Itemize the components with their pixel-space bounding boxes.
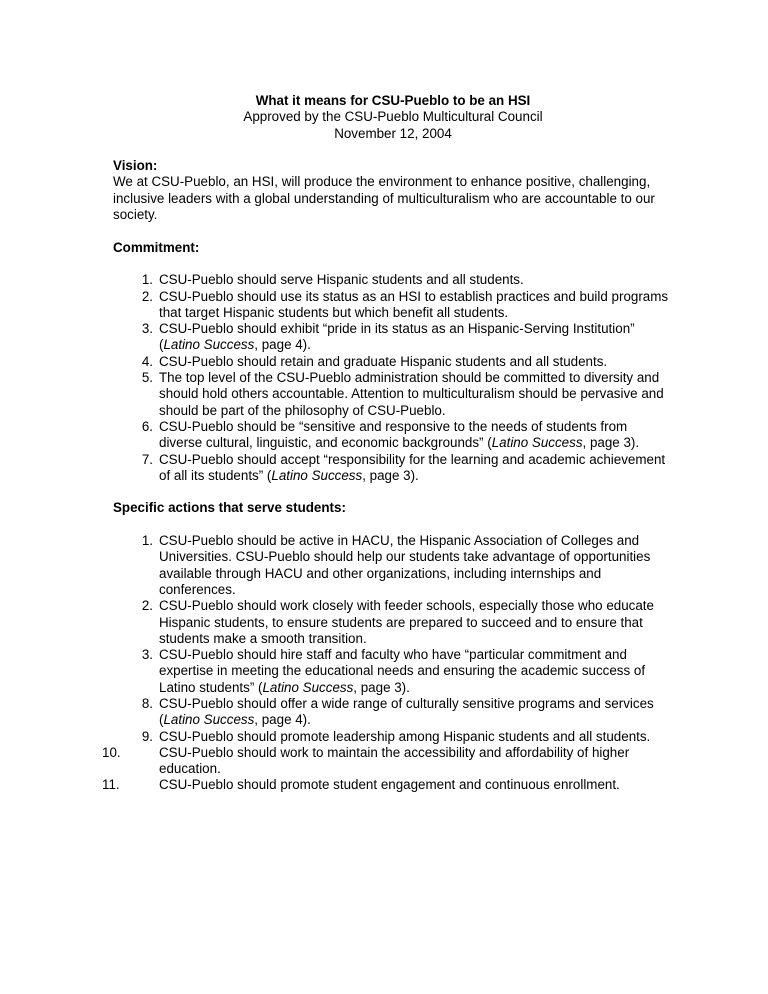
item-number: 5. (141, 370, 153, 386)
item-text: The top level of the CSU-Pueblo administration should be committed to diversity and should hold others accountable. Attention to multiculturalism should be pervasive and should be part of the philosophy of CSU-Pueblo. (159, 370, 664, 418)
document-title: What it means for CSU-Pueblo to be an HSI (255, 93, 531, 108)
list-item (113, 696, 673, 729)
item-number: 4. (141, 353, 153, 369)
item-text-end: , page 3). (362, 467, 419, 483)
commitment-heading: Commitment: (113, 239, 200, 255)
item-number: 8. (141, 695, 153, 711)
item-text: CSU-Pueblo should work to maintain the accessibility and affordability of higher education. (159, 744, 630, 777)
citation: Latino Success (262, 679, 354, 695)
item-text: CSU-Pueblo should promote student engagement and continuous enrollment. (159, 777, 620, 793)
item-text: CSU-Pueblo should promote leadership among Hispanic students and all students. (159, 728, 651, 744)
list-item (113, 452, 673, 485)
list-item (113, 729, 673, 745)
list-item (113, 647, 673, 696)
list-item (113, 598, 673, 647)
item-number: 3. (141, 647, 153, 663)
item-text: CSU-Pueblo should accept “responsibility for the learning and academic achievement of all its students” ( (159, 451, 666, 483)
item-text-end: , page 4). (254, 337, 311, 353)
list-item (113, 272, 673, 288)
list-item (102, 777, 673, 793)
item-text-end: , page 4). (254, 712, 311, 728)
item-number: 1. (141, 533, 153, 549)
item-number: 7. (141, 451, 153, 467)
citation: Latino Success (271, 467, 363, 483)
citation: Latino Success (491, 435, 583, 451)
citation: Latino Success (163, 712, 255, 728)
item-number: 3. (141, 321, 153, 337)
item-text: CSU-Pueblo should be “sensitive and responsive to the needs of students from diverse cultural, linguistic, and economic backgrounds” ( (159, 418, 628, 451)
item-text: CSU-Pueblo should hire staff and faculty who have “particular commitment and expertise in meeting the educational needs and ensuring the academic success of Latino students” ( (159, 647, 646, 695)
item-text: CSU-Pueblo should serve Hispanic students and all students. (159, 272, 524, 288)
item-number: 1. (141, 272, 153, 288)
list-item (113, 419, 673, 452)
item-text-end: , page 3). (582, 435, 640, 451)
vision-heading: Vision: (113, 158, 158, 174)
document-subtitle: Approved by the CSU-Pueblo Multicultural Council (243, 109, 543, 125)
item-text: CSU-Pueblo should offer a wide range of culturally sensitive programs and services ( (159, 695, 654, 728)
item-number: 2. (141, 598, 153, 614)
item-number: 6. (141, 418, 153, 434)
citation: Latino Success (163, 337, 255, 353)
item-text-end: , page 3). (353, 679, 410, 695)
list-item (113, 370, 673, 419)
list-item (113, 289, 673, 322)
item-number: 10. (102, 744, 121, 760)
document-date: November 12, 2004 (334, 125, 452, 141)
list-item (113, 354, 673, 370)
item-number: 9. (141, 728, 153, 744)
item-number: 2. (141, 288, 153, 304)
list-item (113, 533, 673, 598)
item-text: CSU-Pueblo should exhibit “pride in its status as an Hispanic-Serving Institution” ( (159, 321, 635, 353)
list-item (113, 321, 673, 354)
actions-list (102, 533, 673, 794)
item-number: 11. (102, 777, 120, 793)
item-text: CSU-Pueblo should be active in HACU, the Hispanic Association of Colleges and Universities. CSU-Pueblo should help our students take advantage of opportunities available through HACU and other organizations, including internships and conferences. (159, 533, 651, 597)
document-page (102, 93, 673, 794)
item-text: CSU-Pueblo should use its status as an HSI to establish practices and build programs that target Hispanic students but which benefit all students. (159, 288, 669, 320)
item-text: CSU-Pueblo should work closely with feeder schools, especially those who educate Hispanic students, to ensure students are prepared to succeed and to ensure that students make a smooth transition. (159, 598, 654, 646)
item-text: CSU-Pueblo should retain and graduate Hispanic students and all students. (159, 353, 608, 369)
vision-text: We at CSU-Pueblo, an HSI, will produce the environment to enhance positive, challenging, inclusive leaders with a global understanding of multiculturalism who are accountable to our society. (113, 174, 655, 223)
commitment-list (113, 272, 673, 484)
actions-heading: Specific actions that serve students: (113, 500, 346, 516)
list-item (102, 744, 673, 778)
